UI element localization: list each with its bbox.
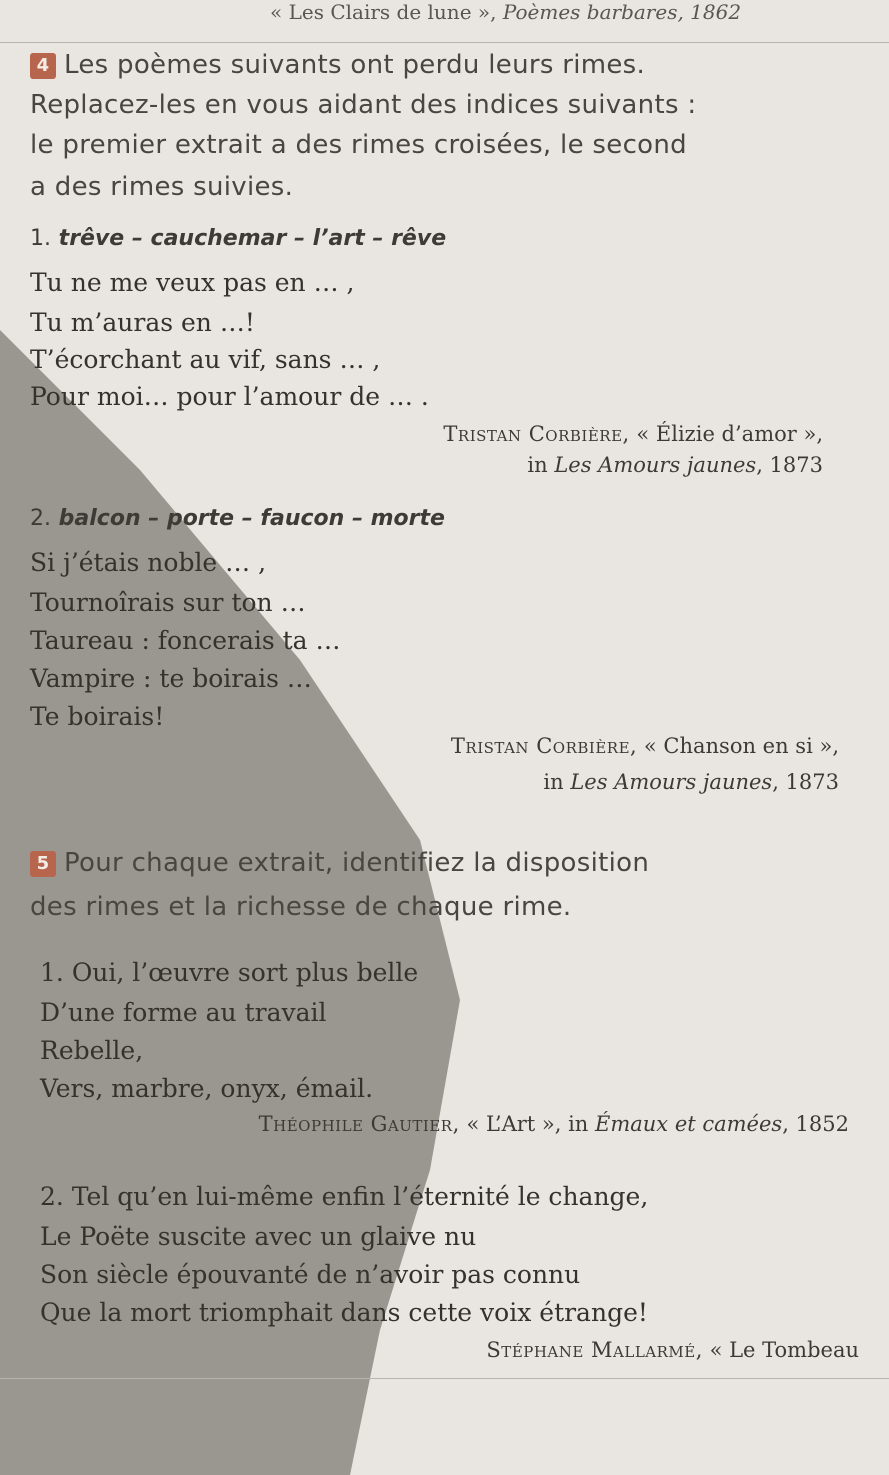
exercise-5-extract-1-verse-4: Vers, marbre, onyx, émail. [40,1074,374,1103]
exercise-4-extract-2-source: in Les Amours jaunes, 1873 [543,770,839,794]
exercise-4-instruction-line-2: Replacez-les en vous aidant des indices suivants : [30,90,697,120]
header-credit: « Les Clairs de lune », Poèmes barbares, 1862 [270,0,742,24]
exercise-4-extract-1-verse-2: Tu m’auras en …! [30,308,255,337]
top-rule [0,42,889,43]
exercise-5-extract-1-verse-2: D’une forme au travail [40,998,327,1027]
exercise-5-extract-1-verse-3: Rebelle, [40,1036,144,1065]
exercise-4-extract-2-verse-4: Vampire : te boirais … [30,664,312,693]
exercise-5-extract-2-verse-3: Son siècle épouvanté de n’avoir pas connu [40,1260,581,1289]
exercise-5-extract-1-verse-1: 1. Oui, l’œuvre sort plus belle [40,958,419,987]
exercise-5-instruction-line-1: 5 Pour chaque extrait, identifiez la disposition [30,848,649,878]
exercise-4-number: 4 [30,53,56,79]
exercise-5-instruction-line-2: des rimes et la richesse de chaque rime. [30,892,572,922]
exercise-4-extract-1-verse-3: T’écorchant au vif, sans … , [30,345,381,374]
bottom-rule [0,1378,889,1379]
exercise-4-extract-2-verse-2: Tournoîrais sur ton … [30,588,306,617]
exercise-4-extract-1-credit: Tristan Corbière, « Élizie d’amor », [443,422,823,446]
exercise-4-extract-2-verse-3: Taureau : foncerais ta … [30,626,341,655]
exercise-5-extract-1-credit: Théophile Gautier, « L’Art », in Émaux et camées, 1852 [258,1112,849,1136]
exercise-4-instruction-line-4: a des rimes suivies. [30,172,294,202]
exercise-5-extract-2-verse-2: Le Poëte suscite avec un glaive nu [40,1222,477,1251]
exercise-4-extract-1-hints: 1. trêve – cauchemar – l’art – rêve [30,226,447,251]
exercise-4-instruction-line-3: le premier extrait a des rimes croisées, le second [30,130,687,160]
exercise-4-extract-2-hints: 2. balcon – porte – faucon – morte [30,506,445,531]
exercise-5-extract-2-verse-4: Que la mort triomphait dans cette voix étrange! [40,1298,648,1327]
exercise-4-extract-2-credit: Tristan Corbière, « Chanson en si », [450,734,839,758]
exercise-4-extract-1-verse-4: Pour moi… pour l’amour de … . [30,382,429,411]
exercise-4-extract-2-verse-1: Si j’étais noble … , [30,548,267,577]
exercise-5-extract-2-credit: Stéphane Mallarmé, « Le Tombeau [486,1338,859,1362]
exercise-5-extract-2-verse-1: 2. Tel qu’en lui-même enfin l’éternité le change, [40,1182,649,1211]
exercise-4-extract-1-source: in Les Amours jaunes, 1873 [527,453,823,477]
exercise-4-extract-1-verse-1: Tu ne me veux pas en … , [30,268,355,297]
exercise-4-extract-2-verse-5: Te boirais! [30,702,165,731]
exercise-5-number: 5 [30,851,56,877]
exercise-4-instruction-line-1: 4 Les poèmes suivants ont perdu leurs rimes. [30,50,645,80]
